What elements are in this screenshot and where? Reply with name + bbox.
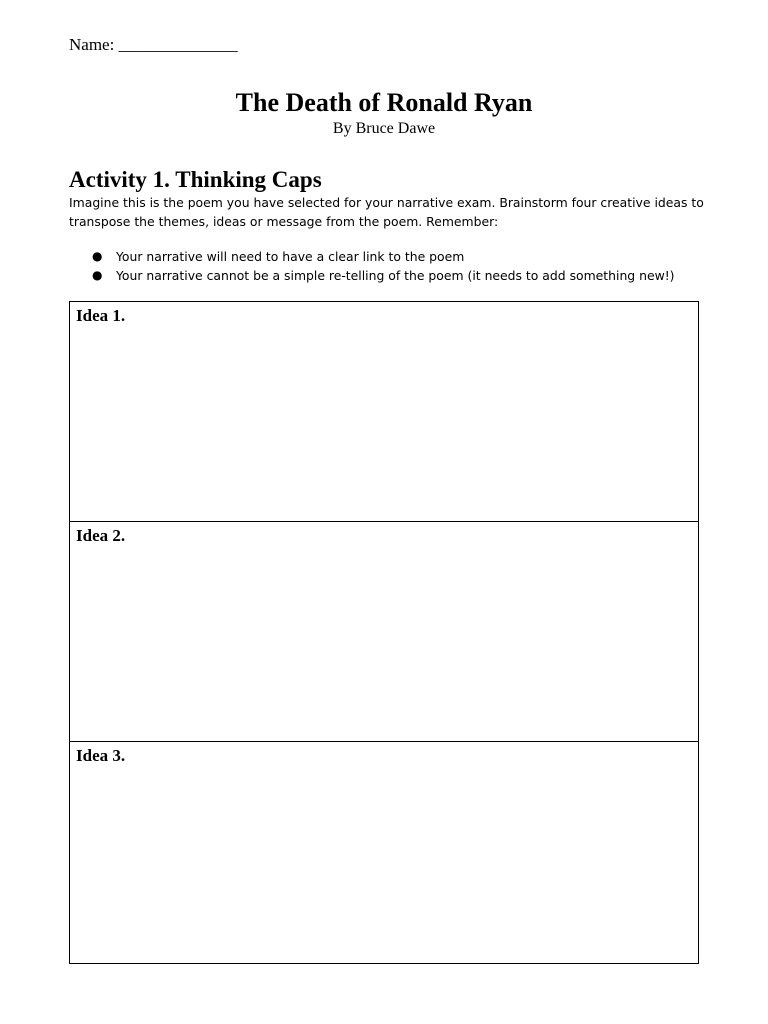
page-subtitle-author: By Bruce Dawe [332, 120, 436, 137]
reminder-list [69, 247, 709, 285]
idea-table [69, 301, 699, 964]
idea-box-2[interactable] [70, 522, 698, 742]
activity-instructions: Imagine this is the poem you have selected for your narrative exam. Brainstorm four creative ideas to transpose the themes, ideas or message from the poem. Remember: [69, 195, 704, 229]
idea-box-1[interactable] [70, 302, 698, 522]
idea-label: Idea 1. [76, 306, 126, 325]
reminder-text: Your narrative will need to have a clear link to the poem [116, 249, 465, 264]
idea-box-3[interactable] [70, 742, 698, 963]
list-item [69, 247, 709, 266]
activity-heading: Activity 1. Thinking Caps [69, 167, 322, 192]
name-field-line: Name: ______________ [69, 35, 238, 54]
list-item [69, 266, 709, 285]
bullet-icon: ● [92, 268, 103, 282]
idea-label: Idea 2. [76, 526, 126, 545]
reminder-text: Your narrative cannot be a simple re-telling of the poem (it needs to add something new!) [116, 268, 675, 283]
idea-label: Idea 3. [76, 746, 126, 765]
page-title: The Death of Ronald Ryan [235, 88, 533, 117]
bullet-icon: ● [92, 249, 103, 263]
